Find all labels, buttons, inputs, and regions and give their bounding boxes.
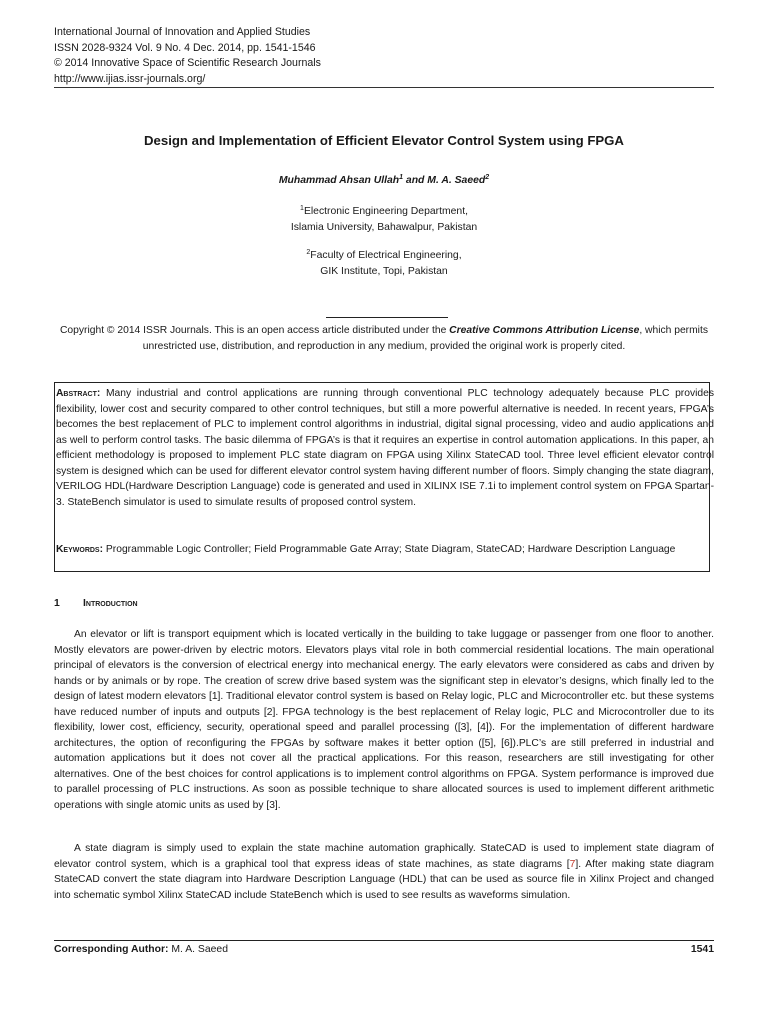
title-block-divider [326,317,448,318]
journal-issn: ISSN 2028-9324 Vol. 9 No. 4 Dec. 2014, pp. 1541-1546 [54,41,316,54]
author-1-sup: 1 [399,174,404,181]
abstract-text: Many industrial and control applications are running through conventional PLC technology adequately because PLC provides flexibility, lower cost and security compared to other control techniques, but still a more powerful alternative is needed. In recent years, FPGA’s becomes the best replacement of PLC to implement control algorithms in industrial, digital signal processing, video and audio applications and as well to perform control tasks. The basic dilemma of FPGA’s is that it requires an expertise in control automation applications. In this paper, an efficient methodology is proposed to implement PLC state diagram on FPGA using Xilinx StateCAD tool. Three level efficient elevator control system is designed which can be used for different elevator control system having different number of floors. Simply changing the state diagram, VERILOG HDL(Hardware Description Language) code is generated and used in XILINX ISE 7.1i to implement control system on FPGA Spartan-3. StateBench simulator is used to simulate results of proposed control system. [56,388,714,508]
license-text-after: , which permits unrestricted use, distribution, and reproduction in any medium, provided the original work is properly cited. [142,325,708,352]
header-divider [54,87,714,88]
author-2-sup: 2 [485,174,490,181]
corresponding-author [54,944,228,955]
journal-url[interactable]: http://www.ijias.issr-journals.org/ [54,72,206,85]
license-name[interactable]: Creative Commons Attribution License [449,325,640,336]
journal-copyright: © 2014 Innovative Space of Scientific Research Journals [54,57,321,69]
abstract-label: Abstract: [56,388,101,399]
author-2: M. A. Saeed [427,175,486,186]
intro-paragraph-1: An elevator or lift is transport equipment which is located vertically in the building to take luggage or passenger from one floor to another. Mostly elevators are power-driven by electric motors. Elevators plays vital role in both commercial residential locations. The main operational principal of elevators is the conversion of electrical energy into mechanical energy. The early elevators were considered as cabs and driven by hands or by animals or by rope. The creation of screw drive based system was the significant step in elevator’s designs, which finally led to the design of latest modern elevators [1]. Traditional elevator control system is based on Relay logic, PLC and Microcontroller etc. but these systems have reduced number of inputs and outputs [2]. FPGA technology is the best replacement of Relay logic, PLC and Microcontroller due to its flexibility, lower cost, efficiency, security, operational speed and parallel processing ([3], [4]). For the implementation of different hardware architectures, the option of reconfiguring the FPGAs by software makes it better option ([5], [6]).PLC’s are still preferred in industrial and automation applications but it does not cover all the practical applications. For this reason, researchers are still investigating for other alternatives. One of the best choices for control applications is to implement control algorithms on FPGA. System performance is improved due to parallel processing of PLC instructions. As soon as possible technique to share allocated sources is used to implement different arithmetic operations with single atomic units as used by [3]. [54,629,714,811]
author-connector: and [403,175,428,186]
license-text-before: Copyright © 2014 ISSR Journals. This is an open access article distributed under the [60,325,450,336]
abstract [56,386,714,510]
section-number: 1 [54,598,60,609]
section-heading [54,598,138,609]
section-title: Introduction [83,598,138,609]
footer-divider [54,940,714,941]
citation-link[interactable]: 7 [569,858,576,870]
affiliation-2-sup: 2 [306,249,311,256]
paragraph-2-after: ]. After making state diagram StateCAD convert the state diagram into Hardware Description Language (HDL) that can be used as source file in Xilinx Project and changed into schematic symbol Xilinx StateCAD include StateBench which is used to see results as waveforms simulation. [54,858,714,901]
journal-header [54,25,321,87]
paper-title: Design and Implementation of Efficient Elevator Control System using FPGA [144,133,624,148]
keywords-text: Programmable Logic Controller; Field Programmable Gate Array; State Diagram, StateCAD; Hardware Description Language [105,544,676,555]
corresponding-author-label: Corresponding Author: [54,944,169,955]
license-notice [54,323,714,354]
affiliation-1-line2: Islamia University, Bahawalpur, Pakistan [290,221,478,233]
affiliation-2 [54,248,714,279]
intro-paragraph-2 [54,841,714,903]
affiliation-2-line2: GIK Institute, Topi, Pakistan [320,265,448,277]
page-number: 1541 [690,944,714,955]
author-1: Muhammad Ahsan Ullah [278,175,400,186]
journal-name: International Journal of Innovation and Applied Studies [54,26,311,38]
corresponding-author-name: M. A. Saeed [168,944,228,955]
affiliation-1-sup: 1 [300,205,304,212]
affiliation-1-line1: Electronic Engineering Department, [303,206,468,217]
paragraph-2-before: A state diagram is simply used to explain the state machine automation graphically. StateCAD is used to implement state diagram of elevator control system, which is a graphical tool that express ideas of state machines, as state diagrams [ [54,843,714,870]
affiliation-1 [54,204,714,235]
keywords [56,542,714,558]
keywords-label: Keywords: [56,544,104,555]
author-line [54,175,714,186]
affiliation-2-line1: Faculty of Electrical Engineering, [310,250,462,261]
